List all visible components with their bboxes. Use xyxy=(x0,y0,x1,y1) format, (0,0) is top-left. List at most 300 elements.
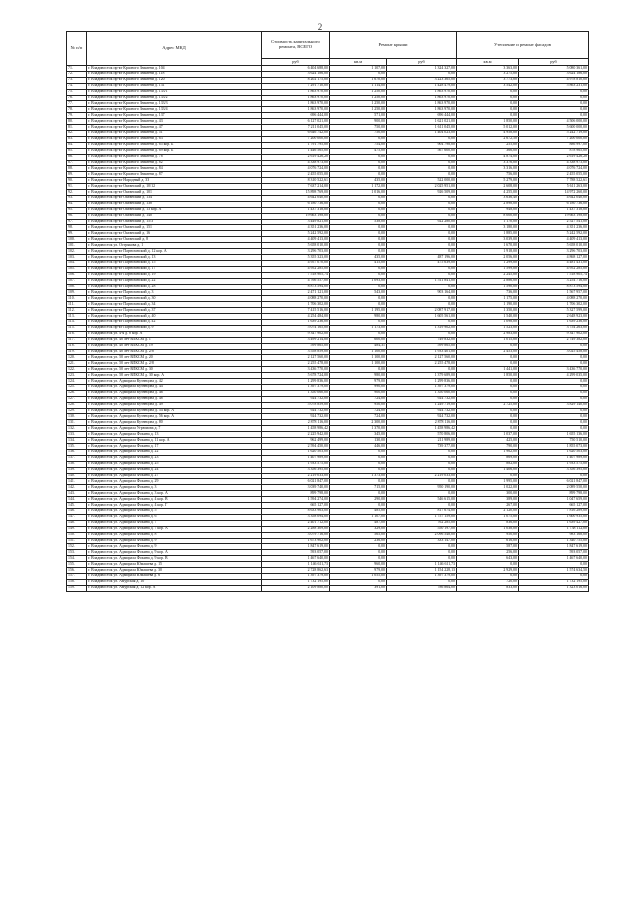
address-cell: г. Владивосток ул. Амурская д. 10 xyxy=(87,579,262,585)
address-cell: г. Владивосток пр-кт Партизанский д. 34 xyxy=(87,302,262,308)
roof-area-cell: 1 093,00 xyxy=(330,278,387,284)
facade-area-cell: 1 441,00 xyxy=(457,367,519,373)
total-cost-cell: 6 180 736,00 xyxy=(262,201,330,207)
roof-area-cell: 1 172,00 xyxy=(330,184,387,190)
address-cell: г. Владивосток пр-кт Красного Знамени д. 65 кор. Б xyxy=(87,142,262,148)
facade-area-cell: 0,00 xyxy=(457,420,519,426)
facade-cost-cell: 0,00 xyxy=(519,95,589,101)
address-cell: г. Владивосток ул. Адмирала Кузнецова д. 44 xyxy=(87,384,262,390)
roof-cost-cell: 786 864,00 xyxy=(387,585,457,591)
address-cell: г. Владивосток пр-кт Красного Знамени д. 133/2 xyxy=(87,95,262,101)
roof-cost-cell: 570 806,00 xyxy=(387,432,457,438)
address-cell: г. Владивосток ул. Адмирала Кузнецова д. 42 xyxy=(87,379,262,385)
facade-cost-cell: 1 706 302,00 xyxy=(519,302,589,308)
facade-area-cell: 1 995,00 xyxy=(457,479,519,485)
facade-cost-cell: 0,00 xyxy=(519,390,589,396)
total-cost-cell: 696 444,00 xyxy=(262,113,330,119)
roof-cost-cell: 599 865,00 xyxy=(387,343,457,349)
roof-area-cell: 0,00 xyxy=(330,272,387,278)
roof-cost-cell: 0,00 xyxy=(387,225,457,231)
facade-cost-cell: 0,00 xyxy=(519,355,589,361)
total-cost-cell: 1 639 236,00 xyxy=(262,319,330,325)
facade-area-cell: 3 275,00 xyxy=(457,71,519,77)
row-number: 75. xyxy=(67,89,87,95)
address-cell: г. Владивосток пр-кт Партизанский д. 22 xyxy=(87,278,262,284)
row-number: 112. xyxy=(67,308,87,314)
roof-cost-cell: 546 615,00 xyxy=(387,497,457,503)
facade-cost-cell: 1 855 073,00 xyxy=(519,444,589,450)
row-number: 147. xyxy=(67,514,87,520)
roof-area-cell: 600,00 xyxy=(330,337,387,343)
facade-cost-cell: 5 080 361,00 xyxy=(519,66,589,72)
header-num: № п/п xyxy=(67,32,87,66)
total-cost-cell: 3 624 186,00 xyxy=(262,71,330,77)
total-cost-cell: 7 200 000,00 xyxy=(262,136,330,142)
facade-cost-cell: 0,00 xyxy=(519,107,589,113)
row-number: 129. xyxy=(67,408,87,414)
roof-cost-cell: 0,00 xyxy=(387,544,457,550)
total-cost-cell: 7 211 045,00 xyxy=(262,125,330,131)
total-cost-cell: 8 202 175,00 xyxy=(262,77,330,83)
facade-area-cell: 1 885,00 xyxy=(457,231,519,237)
facade-area-cell: 0,00 xyxy=(457,95,519,101)
row-number: 144. xyxy=(67,497,87,503)
total-cost-cell: 5 242 592,00 xyxy=(262,231,330,237)
roof-area-cell: 0,00 xyxy=(330,195,387,201)
row-number: 130. xyxy=(67,414,87,420)
roof-area-cell: 900,00 xyxy=(330,119,387,125)
row-number: 84. xyxy=(67,142,87,148)
facade-area-cell: 587,00 xyxy=(457,544,519,550)
roof-cost-cell: 2 025 951,00 xyxy=(387,184,457,190)
roof-cost-cell: 0,00 xyxy=(387,491,457,497)
address-cell: г. Владивосток ул. Адмирала Фокина д. 5 xyxy=(87,508,262,514)
total-cost-cell: 5 658 010,00 xyxy=(262,243,330,249)
address-cell: г. Владивосток ул. Адмирала Кузнецова д. 80 xyxy=(87,420,262,426)
address-cell: г. Владивосток ул. Адмирала Кузнецова д. 56 кор. А xyxy=(87,414,262,420)
roof-area-cell: 1 107,00 xyxy=(330,66,387,72)
roof-cost-cell: 1 379 689,00 xyxy=(387,373,457,379)
facade-cost-cell: 4 952 285,00 xyxy=(519,266,589,272)
address-cell: г. Владивосток пр-кт Партизанский д. 17 xyxy=(87,266,262,272)
facade-cost-cell: 983 168,00 xyxy=(519,532,589,538)
roof-area-cell: 0,00 xyxy=(330,154,387,160)
address-cell: г. Владивосток пр-кт Красного Знамени д. 51 xyxy=(87,130,262,136)
address-cell: г. Владивосток ул. 50 лет ВЛКСМ д. 30 xyxy=(87,367,262,373)
roof-cost-cell: 2 096 548,00 xyxy=(387,532,457,538)
total-cost-cell: 3 296 703,00 xyxy=(262,249,330,255)
address-cell: г. Владивосток ул. Адмирала Фокина д. 6 xyxy=(87,514,262,520)
facade-cost-cell: 2 089 550,00 xyxy=(519,485,589,491)
address-cell: г. Владивосток ул. Острякова д. 1 xyxy=(87,243,262,249)
roof-cost-cell: 0,00 xyxy=(387,449,457,455)
total-cost-cell: 2 109 880,00 xyxy=(262,585,330,591)
facade-area-cell: 3 376,00 xyxy=(457,160,519,166)
roof-area-cell: 1 250,00 xyxy=(330,89,387,95)
roof-cost-cell: 1 428 479,00 xyxy=(387,83,457,89)
facade-area-cell: 2 725,00 xyxy=(457,402,519,408)
facade-area-cell: 836,00 xyxy=(457,520,519,526)
address-cell: г. Владивосток ул. 50 лет ВЛКСМ д. 30 кор. А xyxy=(87,373,262,379)
facade-cost-cell: 1 323 016,00 xyxy=(519,585,589,591)
total-cost-cell: 6 646 742,00 xyxy=(262,130,330,136)
roof-cost-cell: 1 299 836,00 xyxy=(387,379,457,385)
address-cell: г. Владивосток пр-кт Красного Знамени д. 47 xyxy=(87,125,262,131)
roof-area-cell: 980,00 xyxy=(330,373,387,379)
row-number: 135. xyxy=(67,444,87,450)
total-cost-cell: 924 732,00 xyxy=(262,408,330,414)
facade-cost-cell: 1 738 112,00 xyxy=(519,526,589,532)
facade-area-cell: 256,00 xyxy=(457,550,519,556)
roof-cost-cell: 522 000,00 xyxy=(387,178,457,184)
total-cost-cell: 962 499,00 xyxy=(262,438,330,444)
facade-cost-cell: 0,00 xyxy=(519,396,589,402)
facade-area-cell: 3 636,40 xyxy=(457,195,519,201)
header-total: Стоимость капитального ремонта, ВСЕГО xyxy=(262,32,330,59)
facade-area-cell: 1 350,00 xyxy=(457,308,519,314)
address-cell: г. Владивосток ул. Адмирала Фокина д. 4 кор. В xyxy=(87,497,262,503)
total-cost-cell: 2 288 309,00 xyxy=(262,526,330,532)
row-number: 141. xyxy=(67,479,87,485)
facade-cost-cell: 1 639 236,00 xyxy=(519,319,589,325)
facade-area-cell: 300,00 xyxy=(457,491,519,497)
row-number: 113. xyxy=(67,314,87,320)
total-cost-cell: 1 933 575,00 xyxy=(262,461,330,467)
total-cost-cell: 1 863 970,00 xyxy=(262,107,330,113)
header-facade: Утепление и ремонт фасадов xyxy=(457,32,589,59)
roof-area-cell: 1 016,00 xyxy=(330,190,387,196)
total-cost-cell: 1 706 302,00 xyxy=(262,302,330,308)
row-number: 85. xyxy=(67,148,87,154)
facade-area-cell: 616,00 xyxy=(457,538,519,544)
row-number: 74. xyxy=(67,83,87,89)
roof-area-cell: 900,00 xyxy=(330,390,387,396)
address-cell: г. Владивосток пр-кт Красного Знамени д. 63 xyxy=(87,136,262,142)
roof-area-cell: 2 300,00 xyxy=(330,420,387,426)
address-cell: г. Владивосток пр-кт Красного Знамени д. 133/3 xyxy=(87,101,262,107)
roof-area-cell: 960,00 xyxy=(330,562,387,568)
roof-area-cell: 446,00 xyxy=(330,444,387,450)
facade-area-cell: 0,00 xyxy=(457,414,519,420)
facade-area-cell: 3 180,00 xyxy=(457,225,519,231)
facade-cost-cell: 0,00 xyxy=(519,379,589,385)
roof-area-cell: 485,00 xyxy=(330,508,387,514)
facade-area-cell: 0,00 xyxy=(457,379,519,385)
row-number: 128. xyxy=(67,402,87,408)
facade-area-cell: 2 929,00 xyxy=(457,568,519,574)
facade-area-cell: 1 670,00 xyxy=(457,243,519,249)
row-number: 158. xyxy=(67,579,87,585)
roof-cost-cell: 0,00 xyxy=(387,467,457,473)
facade-cost-cell: 2 619 426,28 xyxy=(519,154,589,160)
facade-cost-cell: 3 754 263,00 xyxy=(519,325,589,331)
facade-cost-cell: 0,00 xyxy=(519,420,589,426)
roof-cost-cell: 0,00 xyxy=(387,579,457,585)
row-number: 96. xyxy=(67,213,87,219)
facade-area-cell: 1 022,00 xyxy=(457,485,519,491)
total-cost-cell: 4 254 484,00 xyxy=(262,314,330,320)
facade-area-cell: 833,00 xyxy=(457,585,519,591)
row-number: 121. xyxy=(67,361,87,367)
facade-area-cell: 0,00 xyxy=(457,361,519,367)
facade-cost-cell: 1 340 755,00 xyxy=(519,538,589,544)
total-cost-cell: 2 225 942,00 xyxy=(262,432,330,438)
address-cell: г. Владивосток ул. Адмирала Фокина д. 3 кор. А xyxy=(87,491,262,497)
facade-cost-cell: 3 829 140,00 xyxy=(519,402,589,408)
total-cost-cell: 5 355 323,00 xyxy=(262,255,330,261)
repair-cost-table xyxy=(66,31,589,592)
roof-cost-cell: 696 444,00 xyxy=(387,113,457,119)
facade-cost-cell: 7 816 289,00 xyxy=(519,508,589,514)
total-cost-cell: 4 957 070,00 xyxy=(262,260,330,266)
total-cost-cell: 599 865,00 xyxy=(262,343,330,349)
facade-area-cell: 2 120,00 xyxy=(457,508,519,514)
facade-area-cell: 3 363,00 xyxy=(457,66,519,72)
roof-area-cell: 1 173,00 xyxy=(330,325,387,331)
total-cost-cell: 1 620 503,00 xyxy=(262,449,330,455)
roof-cost-cell: 0,00 xyxy=(387,231,457,237)
roof-cost-cell: 1 863 970,00 xyxy=(387,95,457,101)
roof-cost-cell: 749 832,00 xyxy=(387,337,457,343)
facade-area-cell: 5 012,00 xyxy=(457,125,519,131)
facade-cost-cell: 5 611 263,00 xyxy=(519,184,589,190)
facade-area-cell: 0,00 xyxy=(457,113,519,119)
total-cost-cell: 6 127 021,00 xyxy=(262,119,330,125)
roof-area-cell: 487,00 xyxy=(330,520,387,526)
roof-area-cell: 415,00 xyxy=(330,260,387,266)
roof-cost-cell: 926 509,00 xyxy=(387,190,457,196)
roof-area-cell: 484,31 xyxy=(330,343,387,349)
facade-area-cell: 0,00 xyxy=(457,396,519,402)
roof-area-cell: 0,00 xyxy=(330,71,387,77)
facade-cost-cell: 4 299 035,00 xyxy=(519,373,589,379)
address-cell: г. Владивосток ул. 40 лет ВЛКСМ д. 19 xyxy=(87,343,262,349)
row-number: 120. xyxy=(67,355,87,361)
total-cost-cell: 4 952 285,00 xyxy=(262,266,330,272)
address-cell: г. Владивосток ул. Адмирала Фокина д. 9 xyxy=(87,538,262,544)
roof-area-cell: 750,00 xyxy=(330,130,387,136)
roof-cost-cell: 1 863 970,00 xyxy=(387,107,457,113)
facade-cost-cell: 593 057,00 xyxy=(519,550,589,556)
address-cell: г. Владивосток пр-кт Красного Знамени д. 131 xyxy=(87,83,262,89)
facade-cost-cell: 1 574 634,50 xyxy=(519,568,589,574)
facade-area-cell: 1 850,00 xyxy=(457,119,519,125)
address-cell: г. Владивосток ул. Адмирала Кузнецова д. 48 xyxy=(87,396,262,402)
total-cost-cell: 1 458 986,42 xyxy=(262,426,330,432)
facade-area-cell: 0,00 xyxy=(457,473,519,479)
total-cost-cell: 1 299 836,00 xyxy=(262,379,330,385)
facade-cost-cell: 5 600 000,00 xyxy=(519,125,589,131)
roof-cost-cell: 487 196,00 xyxy=(387,255,457,261)
facade-area-cell: 790,00 xyxy=(457,444,519,450)
page-number: 2 xyxy=(317,22,323,32)
unit-facade-m2: кв.м xyxy=(457,59,519,66)
roof-cost-cell: 0,00 xyxy=(387,136,457,142)
address-cell: г. Владивосток ул. Адмирала Кузнецова д. 46 xyxy=(87,390,262,396)
address-cell: г. Владивосток пр-кт Красного Знамени д. 118 xyxy=(87,71,262,77)
row-number: 106. xyxy=(67,272,87,278)
total-cost-cell: 8 873 594,00 xyxy=(262,284,330,290)
address-cell: г. Владивосток пр-кт Океанский д. 101 xyxy=(87,190,262,196)
row-number: 101. xyxy=(67,243,87,249)
unit-facade-rub: руб xyxy=(519,59,589,66)
total-cost-cell: 1 397 379,00 xyxy=(262,573,330,579)
facade-cost-cell: 4 088 270,00 xyxy=(519,296,589,302)
roof-cost-cell: 0,00 xyxy=(387,455,457,461)
roof-area-cell: 724,00 xyxy=(330,396,387,402)
facade-area-cell: 4 958,00 xyxy=(457,130,519,136)
facade-cost-cell: 3 296 703,00 xyxy=(519,249,589,255)
address-cell: г. Владивосток ул. Адмирала Фокина д. 8 xyxy=(87,532,262,538)
roof-cost-cell: 950 190,00 xyxy=(387,485,457,491)
row-number: 105. xyxy=(67,266,87,272)
roof-cost-cell: 762 285,00 xyxy=(387,520,457,526)
address-cell: г. Владивосток ул. Адмирала Фокина д. 9 xyxy=(87,544,262,550)
row-number: 142. xyxy=(67,485,87,491)
roof-area-cell: 0,00 xyxy=(330,455,387,461)
row-number: 118. xyxy=(67,343,87,349)
facade-area-cell: 1 190,00 xyxy=(457,302,519,308)
facade-cost-cell: 3 436 770,00 xyxy=(519,367,589,373)
roof-area-cell: 1 670,00 xyxy=(330,77,387,83)
total-cost-cell: 1 732 195,00 xyxy=(262,579,330,585)
row-number: 117. xyxy=(67,337,87,343)
address-cell: г. Владивосток ул. Адмирала Фокина д. 27 xyxy=(87,473,262,479)
roof-area-cell: 1 373,00 xyxy=(330,473,387,479)
facade-area-cell: 0,00 xyxy=(457,384,519,390)
row-number: 143. xyxy=(67,491,87,497)
row-number: 136. xyxy=(67,449,87,455)
facade-area-cell: 756,00 xyxy=(457,172,519,178)
facade-cost-cell: 5 658 010,00 xyxy=(519,243,589,249)
roof-area-cell: 0,00 xyxy=(330,331,387,337)
row-number: 89. xyxy=(67,172,87,178)
roof-cost-cell: 1 458 986,42 xyxy=(387,426,457,432)
roof-area-cell: 0,00 xyxy=(330,550,387,556)
facade-cost-cell: 0,00 xyxy=(519,473,589,479)
roof-area-cell: 0,00 xyxy=(330,544,387,550)
address-cell: г. Владивосток пр-кт Народный д. 33 xyxy=(87,178,262,184)
row-number: 82. xyxy=(67,130,87,136)
address-cell: г. Владивосток ул. Адмирала Фокина д. 7 xyxy=(87,520,262,526)
facade-cost-cell: 6 021 847,00 xyxy=(519,479,589,485)
total-cost-cell: 2 127 560,00 xyxy=(262,355,330,361)
facade-area-cell: 0,00 xyxy=(457,355,519,361)
address-cell: г. Владивосток пр-кт Океанский д. 8 xyxy=(87,237,262,243)
roof-area-cell: 0,00 xyxy=(330,160,387,166)
roof-cost-cell: 0,00 xyxy=(387,154,457,160)
address-cell: г. Владивосток пр-кт Красного Знамени д. 104 xyxy=(87,66,262,72)
roof-area-cell: 1 250,00 xyxy=(330,95,387,101)
roof-area-cell: 754,00 xyxy=(330,142,387,148)
facade-cost-cell: 1 600 935,00 xyxy=(519,514,589,520)
address-cell: г. Владивосток ул. Адмирала Кузнецова д. 49 xyxy=(87,402,262,408)
facade-cost-cell: 4 338 973,00 xyxy=(519,160,589,166)
roof-cost-cell: 0,00 xyxy=(387,367,457,373)
row-number: 98. xyxy=(67,225,87,231)
row-number: 102. xyxy=(67,249,87,255)
total-cost-cell: 2 878 116,00 xyxy=(262,420,330,426)
facade-cost-cell: 0,00 xyxy=(519,562,589,568)
roof-area-cell: 1 114,00 xyxy=(330,83,387,89)
facade-area-cell: 1 590,00 xyxy=(457,284,519,290)
roof-area-cell: 290,00 xyxy=(330,497,387,503)
roof-cost-cell: 550 197,00 xyxy=(387,526,457,532)
roof-cost-cell: 1 621 021,00 xyxy=(387,119,457,125)
address-cell: г. Владивосток пр-кт Партизанский д. 9 xyxy=(87,325,262,331)
roof-area-cell: 979,00 xyxy=(330,379,387,385)
total-cost-cell: 1 350 060,00 xyxy=(262,390,330,396)
total-cost-cell: 3 449 821,00 xyxy=(262,219,330,225)
row-number: 83. xyxy=(67,136,87,142)
roof-area-cell: 0,00 xyxy=(330,556,387,562)
facade-area-cell: 2 608,00 xyxy=(457,184,519,190)
row-number: 71. xyxy=(67,66,87,72)
address-cell: г. Владивосток пр-кт Красного Знамени д. 87 xyxy=(87,172,262,178)
row-number: 139. xyxy=(67,467,87,473)
row-number: 104. xyxy=(67,260,87,266)
facade-cost-cell: 4 481 431,00 xyxy=(519,260,589,266)
roof-cost-cell: 333 147,00 xyxy=(387,538,457,544)
facade-area-cell: 1 015,00 xyxy=(457,337,519,343)
row-number: 140. xyxy=(67,473,87,479)
roof-area-cell: 475,00 xyxy=(330,148,387,154)
roof-area-cell: 0,00 xyxy=(330,491,387,497)
roof-cost-cell: 1 319 902,00 xyxy=(387,325,457,331)
roof-cost-cell: 1 350 060,00 xyxy=(387,390,457,396)
roof-area-cell: 0,00 xyxy=(330,503,387,509)
address-cell: г. Владивосток пр-кт Океанский д. 10/12 xyxy=(87,184,262,190)
roof-area-cell: 0,00 xyxy=(330,461,387,467)
address-cell: г. Владивосток пр-кт Партизанский д. 37 xyxy=(87,308,262,314)
roof-area-cell: 236,00 xyxy=(330,538,387,544)
roof-area-cell: 750,00 xyxy=(330,125,387,131)
roof-cost-cell: 0,00 xyxy=(387,479,457,485)
total-cost-cell: 4 409 413,00 xyxy=(262,237,330,243)
roof-area-cell: 329,00 xyxy=(330,526,387,532)
facade-cost-cell: 1 047 659,00 xyxy=(519,497,589,503)
total-cost-cell: 1 146 611,73 xyxy=(262,562,330,568)
facade-area-cell: 1 850,00 xyxy=(457,373,519,379)
roof-cost-cell: 1 863 970,00 xyxy=(387,101,457,107)
address-cell: г. Владивосток ул. Адмирала Угрюмова д. 7 xyxy=(87,426,262,432)
facade-cost-cell: 5 327 599,00 xyxy=(519,308,589,314)
row-number: 156. xyxy=(67,568,87,574)
roof-area-cell: 130,00 xyxy=(330,438,387,444)
row-number: 146. xyxy=(67,508,87,514)
address-cell: г. Владивосток ул. Адмирала Фокина д. 25 xyxy=(87,461,262,467)
roof-cost-cell: 2 255 478,00 xyxy=(387,361,457,367)
facade-area-cell: 3 773,00 xyxy=(457,77,519,83)
address-cell: г. Владивосток ул. Адмирала Фокина д. 4 кор. Г xyxy=(87,503,262,509)
total-cost-cell: 5 678 724,00 xyxy=(262,373,330,379)
address-cell: г. Владивосток пр-кт Красного Знамени д. 120 xyxy=(87,77,262,83)
facade-cost-cell: 1 437 318,00 xyxy=(519,207,589,213)
row-number: 145. xyxy=(67,503,87,509)
address-cell: г. Владивосток ул. Адмирала Фокина д. 9 кор. А xyxy=(87,550,262,556)
facade-cost-cell: 3 025 458,00 xyxy=(519,349,589,355)
row-number: 109. xyxy=(67,290,87,296)
roof-cost-cell: 0,00 xyxy=(387,243,457,249)
total-cost-cell: 1 446 565,00 xyxy=(262,148,330,154)
roof-cost-cell: 1 397 379,00 xyxy=(387,384,457,390)
row-number: 90. xyxy=(67,178,87,184)
total-cost-cell: 7 518 905,74 xyxy=(262,272,330,278)
address-cell: г. Владивосток ул. Адмирала Фокина д. 29 xyxy=(87,479,262,485)
row-number: 155. xyxy=(67,562,87,568)
roof-cost-cell: 0,00 xyxy=(387,284,457,290)
roof-area-cell: 538,00 xyxy=(330,219,387,225)
